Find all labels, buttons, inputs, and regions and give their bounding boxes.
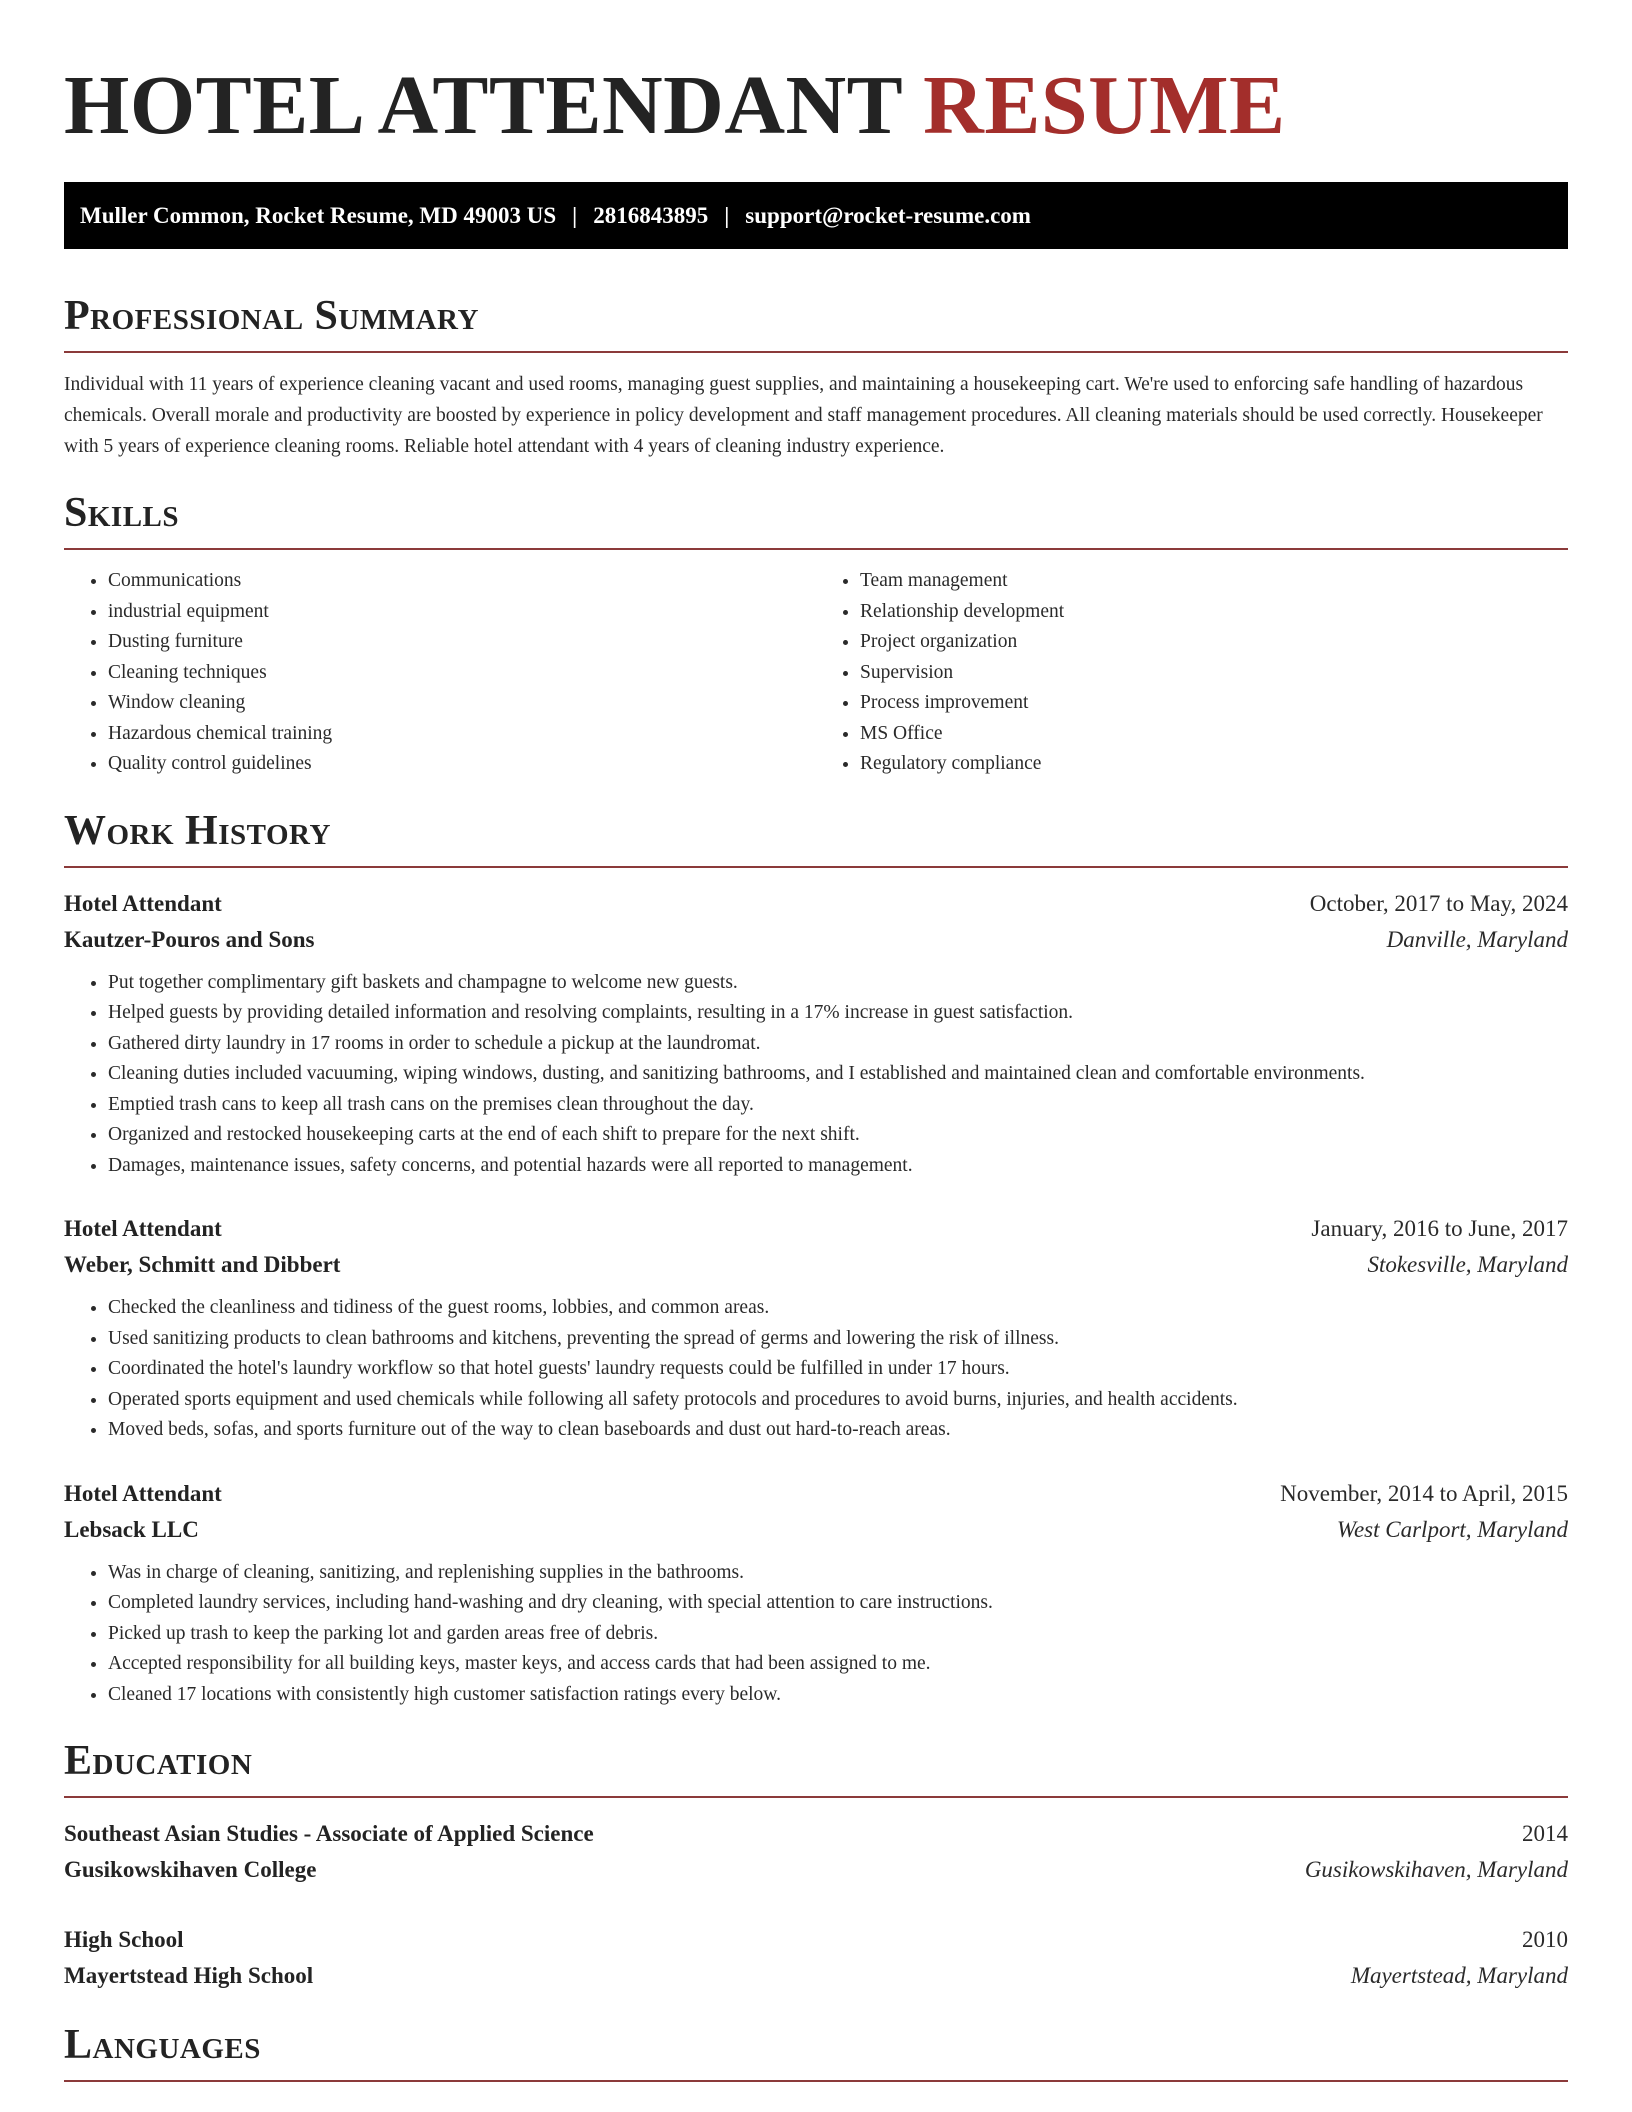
job-dates: January, 2016 to June, 2017	[1311, 1216, 1568, 1241]
job-bullet: • Coordinated the hotel's laundry workflow so that hotel guests' laundry requests could be fulfilled in under 17 hours.	[108, 1354, 1568, 1385]
contact-bar	[64, 182, 1568, 249]
contact-separator: |	[572, 202, 578, 228]
job-location: Danville, Maryland	[1386, 926, 1568, 952]
skills-column-right	[816, 566, 1568, 780]
job-bullet: • Picked up trash to keep the parking lot and garden areas free of debris.	[108, 1619, 1568, 1650]
job-bullet: • Cleaning duties included vacuuming, wiping windows, dusting, and sanitizing bathrooms, and I established and maintained clean and comfortable environments.	[108, 1059, 1568, 1090]
education-school: Mayertstead High School	[64, 1963, 314, 1988]
education-entry	[64, 1816, 1568, 1888]
job-entry	[64, 886, 1568, 1182]
skill-item: • Dusting furniture	[108, 627, 816, 658]
section-title-languages: Languages	[64, 2024, 1568, 2082]
education-year: 2014	[1522, 1821, 1568, 1846]
resume-title	[64, 59, 1568, 152]
skill-item: • industrial equipment	[108, 597, 816, 628]
job-bullet: • Damages, maintenance issues, safety concerns, and potential hazards were all reported to management.	[108, 1151, 1568, 1182]
job-bullet: • Organized and restocked housekeeping carts at the end of each shift to prepare for the next shift.	[108, 1120, 1568, 1151]
skill-item: • Relationship development	[860, 597, 1568, 628]
job-bullets	[64, 1558, 1568, 1711]
job-bullet: • Helped guests by providing detailed information and resolving complaints, resulting in a 17% increase in guest satisfaction.	[108, 998, 1568, 1029]
skill-item: • Quality control guidelines	[108, 749, 816, 780]
job-bullets	[64, 968, 1568, 1182]
education-year: 2010	[1522, 1927, 1568, 1952]
contact-separator: |	[724, 202, 730, 228]
skill-item: • MS Office	[860, 719, 1568, 750]
skill-item: • Project organization	[860, 627, 1568, 658]
job-dates: October, 2017 to May, 2024	[1309, 890, 1568, 916]
job-entry	[64, 1211, 1568, 1446]
job-bullet: • Operated sports equipment and used chemicals while following all safety protocols and procedures to avoid burns, injuries, and health accidents.	[108, 1385, 1568, 1416]
skill-item: • Regulatory compliance	[860, 749, 1568, 780]
education-degree: Southeast Asian Studies - Associate of Applied Science	[64, 1821, 594, 1846]
education-entry	[64, 1922, 1568, 1994]
skills-list	[64, 566, 1568, 780]
job-dates: November, 2014 to April, 2015	[1280, 1480, 1568, 1506]
job-location: West Carlport, Maryland	[1336, 1516, 1568, 1542]
job-bullet: • Put together complimentary gift baskets and champagne to welcome new guests.	[108, 968, 1568, 999]
education-location: Mayertstead, Maryland	[1350, 1963, 1568, 1988]
skill-item: • Window cleaning	[108, 688, 816, 719]
job-bullet: • Cleaned 17 locations with consistently high customer satisfaction ratings every below.	[108, 1680, 1568, 1711]
job-company: Kautzer-Pouros and Sons	[64, 926, 315, 952]
education-location: Gusikowskihaven, Maryland	[1304, 1857, 1568, 1882]
job-bullet: • Completed laundry services, including hand-washing and dry cleaning, with special attention to care instructions.	[108, 1588, 1568, 1619]
education-degree: High School	[64, 1927, 184, 1952]
job-bullets	[64, 1293, 1568, 1446]
contact-email: support@rocket-resume.com	[745, 202, 1031, 228]
job-bullet: • Was in charge of cleaning, sanitizing, and replenishing supplies in the bathrooms.	[108, 1558, 1568, 1589]
contact-address: Muller Common, Rocket Resume, MD 49003 US	[80, 202, 557, 228]
summary-text: Individual with 11 years of experience cleaning vacant and used rooms, managing guest supplies, and maintaining a housekeeping cart. We're used to enforcing safe handling of hazardous chemicals. Overall morale and productivity are boosted by experience in policy development and staff management procedures. All cleaning materials should be used correctly. Housekeeper with 5 years of experience cleaning rooms. Reliable hotel attendant with 4 years of cleaning industry experience.	[64, 374, 1543, 457]
job-role: Hotel Attendant	[64, 890, 222, 916]
job-bullet: • Emptied trash cans to keep all trash cans on the premises clean throughout the day.	[108, 1090, 1568, 1121]
job-bullet: • Used sanitizing products to clean bathrooms and kitchens, preventing the spread of germs and lowering the risk of illness.	[108, 1324, 1568, 1355]
skills-column-left	[64, 566, 816, 780]
skill-item: • Team management	[860, 566, 1568, 597]
job-bullet: • Accepted responsibility for all building keys, master keys, and access cards that had been assigned to me.	[108, 1649, 1568, 1680]
education-school: Gusikowskihaven College	[64, 1857, 317, 1882]
job-company: Lebsack LLC	[64, 1516, 199, 1542]
skill-item: • Supervision	[860, 658, 1568, 689]
skill-item: • Hazardous chemical training	[108, 719, 816, 750]
job-role: Hotel Attendant	[64, 1480, 222, 1506]
skill-item: • Cleaning techniques	[108, 658, 816, 689]
job-bullet: • Moved beds, sofas, and sports furniture out of the way to clean baseboards and dust out hard-to-reach areas.	[108, 1415, 1568, 1446]
section-title-skills: Skills	[64, 492, 1568, 550]
job-location: Stokesville, Maryland	[1367, 1252, 1568, 1277]
job-company: Weber, Schmitt and Dibbert	[64, 1252, 341, 1277]
title-main: HOTEL ATTENDANT	[64, 59, 902, 152]
section-title-work-history: Work History	[64, 810, 1568, 868]
section-title-summary: Professional Summary	[64, 295, 1568, 353]
skill-item: • Process improvement	[860, 688, 1568, 719]
job-bullet: • Gathered dirty laundry in 17 rooms in order to schedule a pickup at the laundromat.	[108, 1029, 1568, 1060]
job-bullet: • Checked the cleanliness and tidiness of the guest rooms, lobbies, and common areas.	[108, 1293, 1568, 1324]
contact-phone: 2816843895	[593, 202, 709, 228]
job-entry	[64, 1476, 1568, 1711]
skill-item: • Communications	[108, 566, 816, 597]
job-role: Hotel Attendant	[64, 1216, 222, 1241]
title-accent: RESUME	[923, 59, 1286, 152]
section-title-education: Education	[64, 1740, 1568, 1798]
